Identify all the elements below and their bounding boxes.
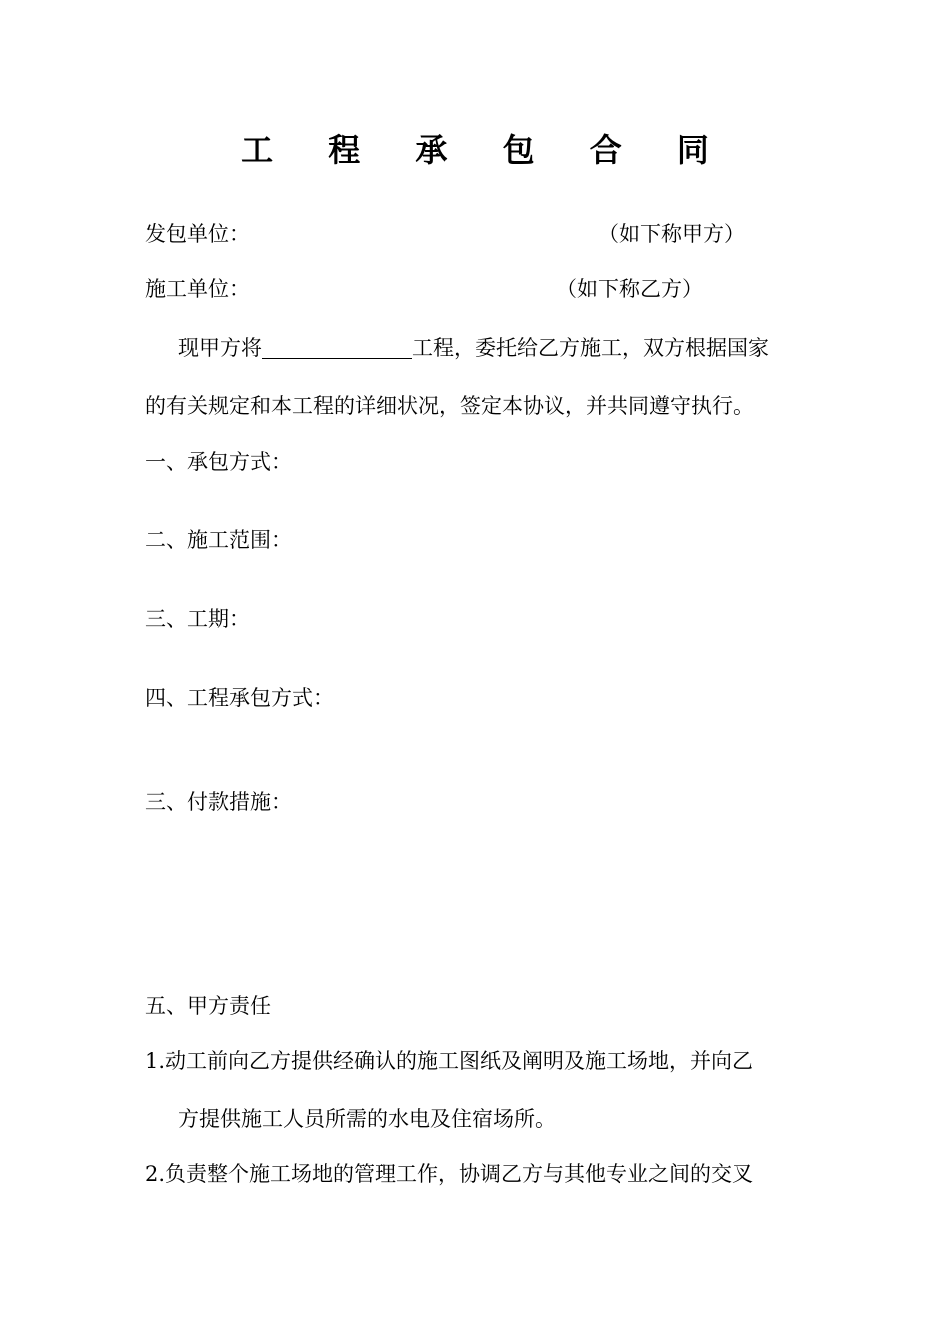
section-duration: 三、工期： (145, 607, 250, 631)
section-party-a-duties: 五、甲方责任 (145, 994, 271, 1018)
party-a-note: （如下称甲方） (598, 222, 745, 246)
project-name-blank (262, 336, 412, 359)
party-b-label: 施工单位： (145, 277, 250, 301)
party-b-note: （如下称乙方） (556, 277, 703, 301)
intro-project-suffix: 工程，委托给乙方施工，双方根据国家 (412, 336, 769, 360)
intro-line-1 (178, 334, 769, 362)
section-contracting-method: 四、工程承包方式： (145, 686, 334, 710)
item-1-line-1: 1.动工前向乙方提供经确认的施工图纸及阐明及施工场地，并向乙 (145, 1049, 754, 1073)
section-payment: 三、付款措施： (145, 790, 292, 814)
section-contract-mode: 一、承包方式： (145, 450, 292, 474)
section-construction-scope: 二、施工范围： (145, 528, 292, 552)
party-a-label: 发包单位： (145, 222, 250, 246)
intro-line-2: 的有关规定和本工程的详细状况，签定本协议，并共同遵守执行。 (145, 394, 754, 418)
intro-prefix: 现甲方将 (178, 336, 262, 360)
item-2-line-1: 2.负责整个施工场地的管理工作，协调乙方与其他专业之间的交叉 (145, 1162, 754, 1186)
item-1-line-2: 方提供施工人员所需的水电及住宿场所。 (178, 1107, 556, 1131)
document-title: 工 程 承 包 合 同 (241, 131, 731, 169)
